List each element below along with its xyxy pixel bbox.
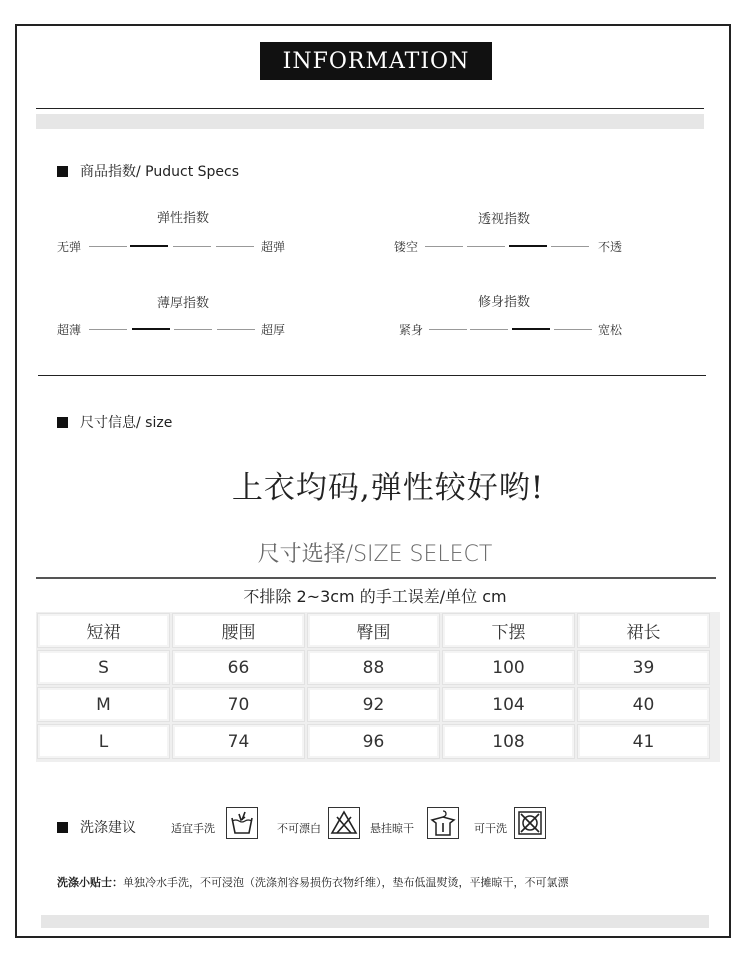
table-row: [36, 649, 720, 686]
wash-label: 不可漂白: [277, 822, 321, 835]
table-row: [36, 686, 720, 723]
spec-title-transparency: 透视指数: [477, 212, 530, 227]
spec-right-label: 不透: [598, 240, 623, 254]
table-cell: 92: [307, 687, 440, 722]
table-cell: 41: [577, 724, 710, 759]
size-headline: 上衣均码,弹性较好哟!: [231, 470, 545, 506]
hand-wash-icon: [226, 807, 258, 839]
spec-level-segment-active: [130, 245, 168, 247]
table-cell: 96: [307, 724, 440, 759]
wash-label: 悬挂晾干: [370, 822, 414, 835]
no-dry-clean-icon: [514, 807, 546, 839]
spec-title-elasticity: 弹性指数: [156, 211, 209, 226]
spec-level-segment-active: [509, 245, 547, 247]
table-cell: 39: [577, 650, 710, 685]
gray-band: [41, 915, 709, 928]
divider: [36, 577, 716, 579]
spec-level-segment: [467, 246, 505, 247]
table-cell: L: [37, 724, 170, 759]
page-title: INFORMATION: [260, 42, 492, 80]
table-cell: S: [37, 650, 170, 685]
size-table: [36, 612, 720, 760]
spec-level-segment: [554, 329, 592, 330]
table-cell: M: [37, 687, 170, 722]
table-header-cell: 下摆: [442, 613, 575, 648]
spec-left-label: 无弹: [57, 240, 82, 254]
bullet-square-icon: [57, 822, 68, 833]
spec-level-segment: [425, 246, 463, 247]
table-cell: 100: [442, 650, 575, 685]
size-note: 不排除 2~3cm 的手工误差/单位 cm: [243, 587, 507, 606]
spec-left-label: 镂空: [394, 240, 419, 254]
spec-level-segment: [89, 246, 127, 247]
table-row: [36, 723, 720, 760]
table-header-cell: 短裙: [37, 613, 170, 648]
specs-heading-text: 商品指数/ Puduct Specs: [80, 164, 240, 180]
wash-label: 适宜手洗: [171, 822, 215, 835]
spec-title-fit: 修身指数: [477, 295, 530, 310]
spec-level-segment: [470, 329, 508, 330]
spec-level-segment: [174, 329, 212, 330]
spec-level-segment: [216, 246, 254, 247]
wash-tips-label: 洗涤小贴士：: [57, 876, 123, 889]
spec-level-segment: [173, 246, 211, 247]
spec-level-segment: [217, 329, 255, 330]
specs-heading: [57, 161, 239, 181]
spec-level-segment: [429, 329, 467, 330]
wash-label: 可干洗: [474, 822, 507, 835]
table-cell: 70: [172, 687, 305, 722]
table-header-cell: 腰围: [172, 613, 305, 648]
table-header-cell: 臀围: [307, 613, 440, 648]
wash-tips: [57, 874, 569, 890]
table-cell: 74: [172, 724, 305, 759]
table-header-cell: 裙长: [577, 613, 710, 648]
spec-level-segment-active: [512, 328, 550, 330]
table-cell: 104: [442, 687, 575, 722]
spec-left-label: 超薄: [57, 323, 82, 337]
size-select-title: 尺寸选择/SIZE SELECT: [257, 542, 493, 567]
spec-level-segment-active: [132, 328, 170, 330]
bullet-square-icon: [57, 417, 68, 428]
bullet-square-icon: [57, 166, 68, 177]
spec-level-segment: [89, 329, 127, 330]
spec-right-label: 宽松: [598, 323, 623, 337]
table-cell: 66: [172, 650, 305, 685]
table-cell: 88: [307, 650, 440, 685]
wash-heading: [57, 817, 136, 837]
divider: [36, 108, 704, 109]
spec-level-segment: [551, 246, 589, 247]
wash-heading-text: 洗涤建议: [80, 820, 136, 836]
spec-title-thickness: 薄厚指数: [156, 296, 209, 311]
wash-tips-text: 单独冷水手洗，不可浸泡（洗涤剂容易损伤衣物纤维），垫布低温熨烫，平摊晾干，不可氯漂: [123, 876, 569, 889]
size-heading: [57, 412, 172, 432]
spec-right-label: 超弹: [261, 240, 286, 254]
hang-dry-icon: [427, 807, 459, 839]
no-bleach-icon: [328, 807, 360, 839]
spec-left-label: 紧身: [399, 323, 424, 337]
divider: [38, 375, 706, 376]
table-cell: 108: [442, 724, 575, 759]
spec-right-label: 超厚: [261, 323, 286, 337]
table-header-row: [36, 612, 720, 649]
gray-band: [36, 114, 704, 129]
size-heading-text: 尺寸信息/ size: [80, 415, 173, 431]
table-cell: 40: [577, 687, 710, 722]
